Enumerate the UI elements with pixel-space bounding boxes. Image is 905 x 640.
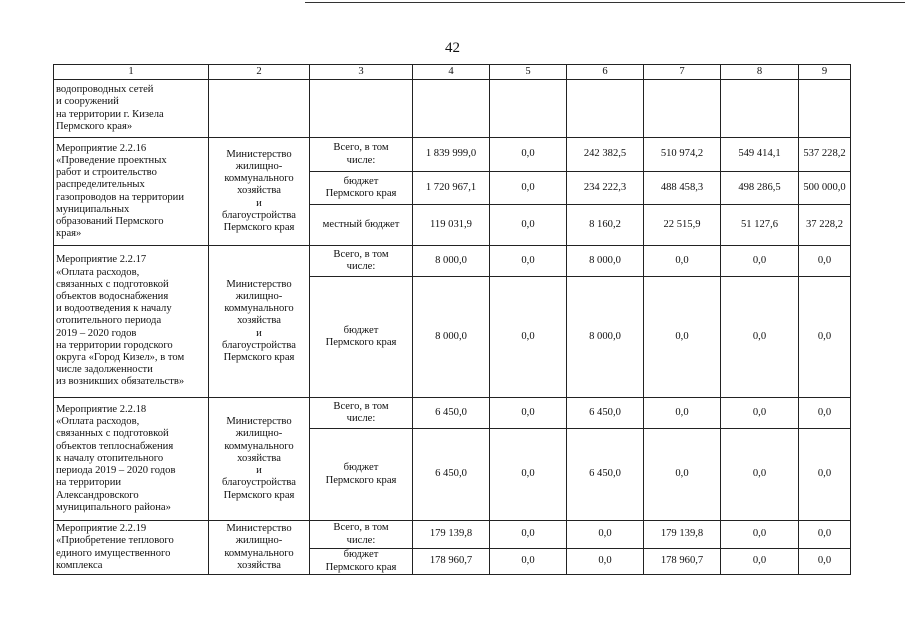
amount-cell: 537 228,2 (799, 138, 851, 172)
amount-cell: 1 720 967,1 (413, 172, 490, 205)
funding-source: Всего, в том числе: (310, 138, 413, 172)
amount-cell: 488 458,3 (644, 172, 721, 205)
funding-source: Всего, в том числе: (310, 246, 413, 277)
amount-cell: 179 139,8 (413, 521, 490, 549)
amount-cell: 37 228,2 (799, 205, 851, 246)
funding-source: бюджет Пермского края (310, 429, 413, 521)
table-row (54, 398, 851, 429)
amount-cell (490, 80, 567, 138)
amount-cell: 178 960,7 (413, 549, 490, 575)
table-row (54, 521, 851, 549)
measure-name: водопроводных сетей и сооружений на территории г. Кизела Пермского края» (54, 80, 209, 138)
table-row (54, 138, 851, 172)
column-header-2: 2 (209, 65, 310, 80)
amount-cell: 0,0 (567, 549, 644, 575)
column-header-7: 7 (644, 65, 721, 80)
amount-cell: 0,0 (799, 521, 851, 549)
amount-cell: 0,0 (490, 246, 567, 277)
amount-cell: 178 960,7 (644, 549, 721, 575)
column-header-8: 8 (721, 65, 799, 80)
column-header-5: 5 (490, 65, 567, 80)
amount-cell: 0,0 (490, 172, 567, 205)
amount-cell: 0,0 (721, 277, 799, 398)
amount-cell (799, 80, 851, 138)
amount-cell: 6 450,0 (567, 429, 644, 521)
amount-cell: 179 139,8 (644, 521, 721, 549)
amount-cell: 242 382,5 (567, 138, 644, 172)
amount-cell: 0,0 (721, 521, 799, 549)
amount-cell: 510 974,2 (644, 138, 721, 172)
column-header-4: 4 (413, 65, 490, 80)
amount-cell: 0,0 (799, 429, 851, 521)
amount-cell (721, 80, 799, 138)
amount-cell: 0,0 (644, 398, 721, 429)
funding-source (310, 80, 413, 138)
responsible-org: Министерство жилищно- коммунального хозяйства (209, 521, 310, 575)
amount-cell: 0,0 (721, 398, 799, 429)
funding-source: Всего, в том числе: (310, 521, 413, 549)
amount-cell: 8 000,0 (567, 246, 644, 277)
amount-cell: 8 000,0 (413, 277, 490, 398)
amount-cell: 0,0 (721, 549, 799, 575)
responsible-org: Министерство жилищно- коммунального хозяйства и благоустройства Пермского края (209, 398, 310, 521)
amount-cell (644, 80, 721, 138)
amount-cell: 0,0 (799, 277, 851, 398)
funding-source: бюджет Пермского края (310, 277, 413, 398)
amount-cell: 6 450,0 (413, 429, 490, 521)
funding-source: местный бюджет (310, 205, 413, 246)
amount-cell: 6 450,0 (413, 398, 490, 429)
amount-cell: 0,0 (644, 429, 721, 521)
budget-table (53, 64, 851, 575)
amount-cell: 0,0 (799, 549, 851, 575)
amount-cell: 0,0 (490, 138, 567, 172)
measure-name: Мероприятие 2.2.18 «Оплата расходов, связанных с подготовкой объектов теплоснабжения к началу отопительного периода 2019 – 2020 годов на территории Александровского муниципального района» (54, 398, 209, 521)
amount-cell (413, 80, 490, 138)
amount-cell: 0,0 (490, 205, 567, 246)
amount-cell: 8 160,2 (567, 205, 644, 246)
column-header-6: 6 (567, 65, 644, 80)
amount-cell: 0,0 (644, 246, 721, 277)
column-header-9: 9 (799, 65, 851, 80)
measure-name: Мероприятие 2.2.17 «Оплата расходов, связанных с подготовкой объектов водоснабжения и водоотведения к началу отопительного периода 2019 – 2020 годов на территории городского округа «Город Кизел», в том числе задолженности из возникших обязательств» (54, 246, 209, 398)
table-row (54, 80, 851, 138)
amount-cell: 0,0 (644, 277, 721, 398)
amount-cell: 0,0 (490, 429, 567, 521)
top-rule (305, 2, 905, 3)
amount-cell: 0,0 (490, 277, 567, 398)
measure-name: Мероприятие 2.2.16 «Проведение проектных работ и строительство распределительных газопроводов на территории муниципальных образований Пермского края» (54, 138, 209, 246)
funding-source: бюджет Пермского края (310, 549, 413, 575)
amount-cell: 51 127,6 (721, 205, 799, 246)
amount-cell: 0,0 (567, 521, 644, 549)
amount-cell: 22 515,9 (644, 205, 721, 246)
funding-source: бюджет Пермского края (310, 172, 413, 205)
page-number: 42 (445, 40, 460, 56)
amount-cell: 8 000,0 (413, 246, 490, 277)
column-header-1: 1 (54, 65, 209, 80)
amount-cell: 0,0 (490, 398, 567, 429)
amount-cell: 0,0 (490, 549, 567, 575)
amount-cell (567, 80, 644, 138)
responsible-org: Министерство жилищно- коммунального хозяйства и благоустройства Пермского края (209, 138, 310, 246)
amount-cell: 119 031,9 (413, 205, 490, 246)
amount-cell: 234 222,3 (567, 172, 644, 205)
responsible-org: Министерство жилищно- коммунального хозяйства и благоустройства Пермского края (209, 246, 310, 398)
amount-cell: 498 286,5 (721, 172, 799, 205)
header-row (54, 65, 851, 80)
column-header-3: 3 (310, 65, 413, 80)
amount-cell: 0,0 (721, 246, 799, 277)
amount-cell: 6 450,0 (567, 398, 644, 429)
funding-source: Всего, в том числе: (310, 398, 413, 429)
amount-cell: 0,0 (799, 398, 851, 429)
amount-cell: 549 414,1 (721, 138, 799, 172)
measure-name: Мероприятие 2.2.19 «Приобретение теплового единого имущественного комплекса (54, 521, 209, 575)
responsible-org (209, 80, 310, 138)
amount-cell: 0,0 (490, 521, 567, 549)
amount-cell: 0,0 (721, 429, 799, 521)
amount-cell: 1 839 999,0 (413, 138, 490, 172)
amount-cell: 0,0 (799, 246, 851, 277)
table-row (54, 246, 851, 277)
amount-cell: 8 000,0 (567, 277, 644, 398)
amount-cell: 500 000,0 (799, 172, 851, 205)
